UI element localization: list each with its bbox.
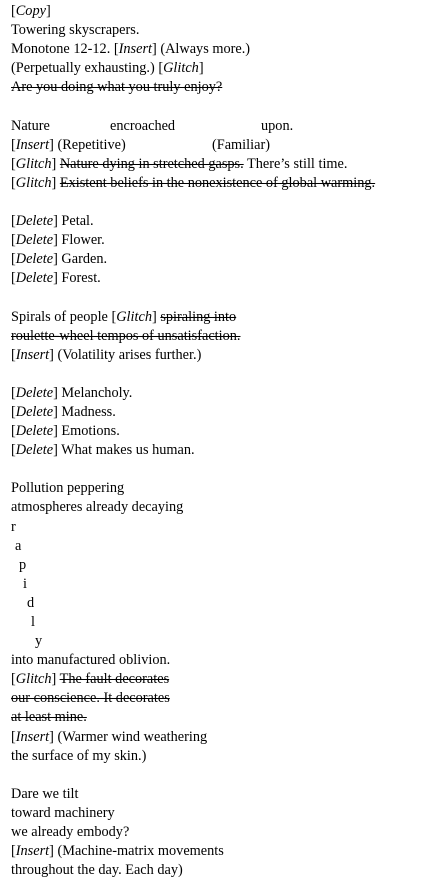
insert-tag: Insert (15, 843, 50, 860)
poem-line (11, 327, 421, 346)
struck-text: at least mine. (11, 709, 87, 726)
poem-line: Monotone 12-12. [Insert] (Always more.) (11, 41, 251, 58)
poem-line: Pollution peppering (11, 480, 125, 497)
poem-line: [Insert] (Repetitive) (Familiar) (11, 136, 270, 153)
struck-text: Nature dying in stretched gasps. (59, 155, 244, 172)
delete-tag: Delete (15, 232, 54, 249)
insert-tag: Insert (15, 728, 50, 745)
glitch-tag: Glitch (15, 174, 52, 191)
delete-tag: Delete (15, 423, 54, 440)
delete-line: [Delete] Melancholy. (11, 384, 133, 401)
poem-line: [Insert] (Volatility arises further.) (11, 346, 202, 363)
poem-line: Nature encroached upon. (11, 117, 294, 134)
struck-text: spiraling into (160, 308, 237, 325)
rapidly-letter: d (27, 594, 35, 611)
glitch-tag: Glitch (116, 308, 152, 325)
struck-text: roulette-wheel tempos of unsatisfaction. (11, 327, 241, 344)
poem-line: (Perpetually exhausting.) [Glitch] (11, 60, 204, 77)
stanza-gap (11, 365, 421, 384)
delete-line: [Delete] Madness. (11, 403, 116, 420)
struck-text: The fault decorates (59, 671, 170, 688)
insert-tag: Insert (118, 41, 152, 58)
poem-line: [Insert] (Machine-matrix movements (11, 843, 224, 860)
stanza-gap (11, 766, 421, 785)
delete-line: [Delete] Petal. (11, 213, 94, 230)
poem-line: the surface of my skin.) (11, 747, 147, 764)
rapidly-letter: a (15, 537, 22, 554)
poem-line: Dare we tilt (11, 785, 79, 802)
struck-text: our conscience. It decorates (11, 690, 170, 707)
poem-line: we already embody? (11, 824, 130, 841)
poem-line (11, 689, 421, 708)
stanza-gap (11, 288, 421, 307)
poem-line (11, 708, 421, 727)
poem-line: [Glitch] The fault decorates (11, 671, 170, 688)
insert-tag: Insert (15, 346, 50, 363)
rapidly-letter: i (23, 575, 27, 592)
poem-line: [Glitch] Nature dying in stretched gasps. There’s still time. (11, 155, 348, 172)
delete-tag: Delete (15, 251, 54, 268)
stanza-gap (11, 193, 421, 212)
poem-line: atmospheres already decaying (11, 499, 184, 516)
delete-line: [Delete] Garden. (11, 251, 108, 268)
copy-tag: Copy (15, 3, 46, 19)
poem-line (11, 78, 421, 97)
delete-line: [Delete] Emotions. (11, 423, 120, 440)
glitch-tag: Glitch (15, 671, 52, 688)
poem-line: [Glitch] Existent beliefs in the nonexistence of global warming. (11, 174, 376, 191)
delete-line: [Delete] Forest. (11, 270, 101, 287)
struck-text: Existent beliefs in the nonexistence of global warming. (59, 174, 376, 191)
delete-tag: Delete (15, 403, 54, 420)
poem-line: Towering skyscrapers. (11, 22, 140, 39)
glitch-tag: Glitch (15, 155, 52, 172)
poem (11, 2, 421, 880)
struck-text: Are you doing what you truly enjoy? (11, 79, 223, 96)
copy-tag-line: [Copy] (11, 3, 51, 19)
poem-line: [Insert] (Warmer wind weathering (11, 728, 208, 745)
rapidly-letter: y (35, 633, 43, 650)
poem-line: into manufactured oblivion. (11, 652, 171, 669)
glitch-tag: Glitch (163, 60, 199, 77)
delete-tag: Delete (15, 270, 54, 287)
poem-line: throughout the day. Each day) (11, 862, 183, 879)
delete-tag: Delete (15, 213, 54, 230)
stanza-gap (11, 97, 421, 116)
insert-tag: Insert (15, 136, 50, 153)
delete-tag: Delete (15, 442, 54, 459)
poem-line: toward machinery (11, 804, 115, 821)
delete-line: [Delete] Flower. (11, 232, 105, 249)
delete-line: [Delete] What makes us human. (11, 442, 195, 459)
stanza-gap (11, 460, 421, 479)
rapidly-letter: r (11, 518, 16, 535)
delete-tag: Delete (15, 384, 54, 401)
rapidly-letter: p (19, 556, 27, 573)
rapidly-letter: l (31, 614, 35, 630)
poem-line: Spirals of people [Glitch] spiraling into (11, 308, 237, 325)
